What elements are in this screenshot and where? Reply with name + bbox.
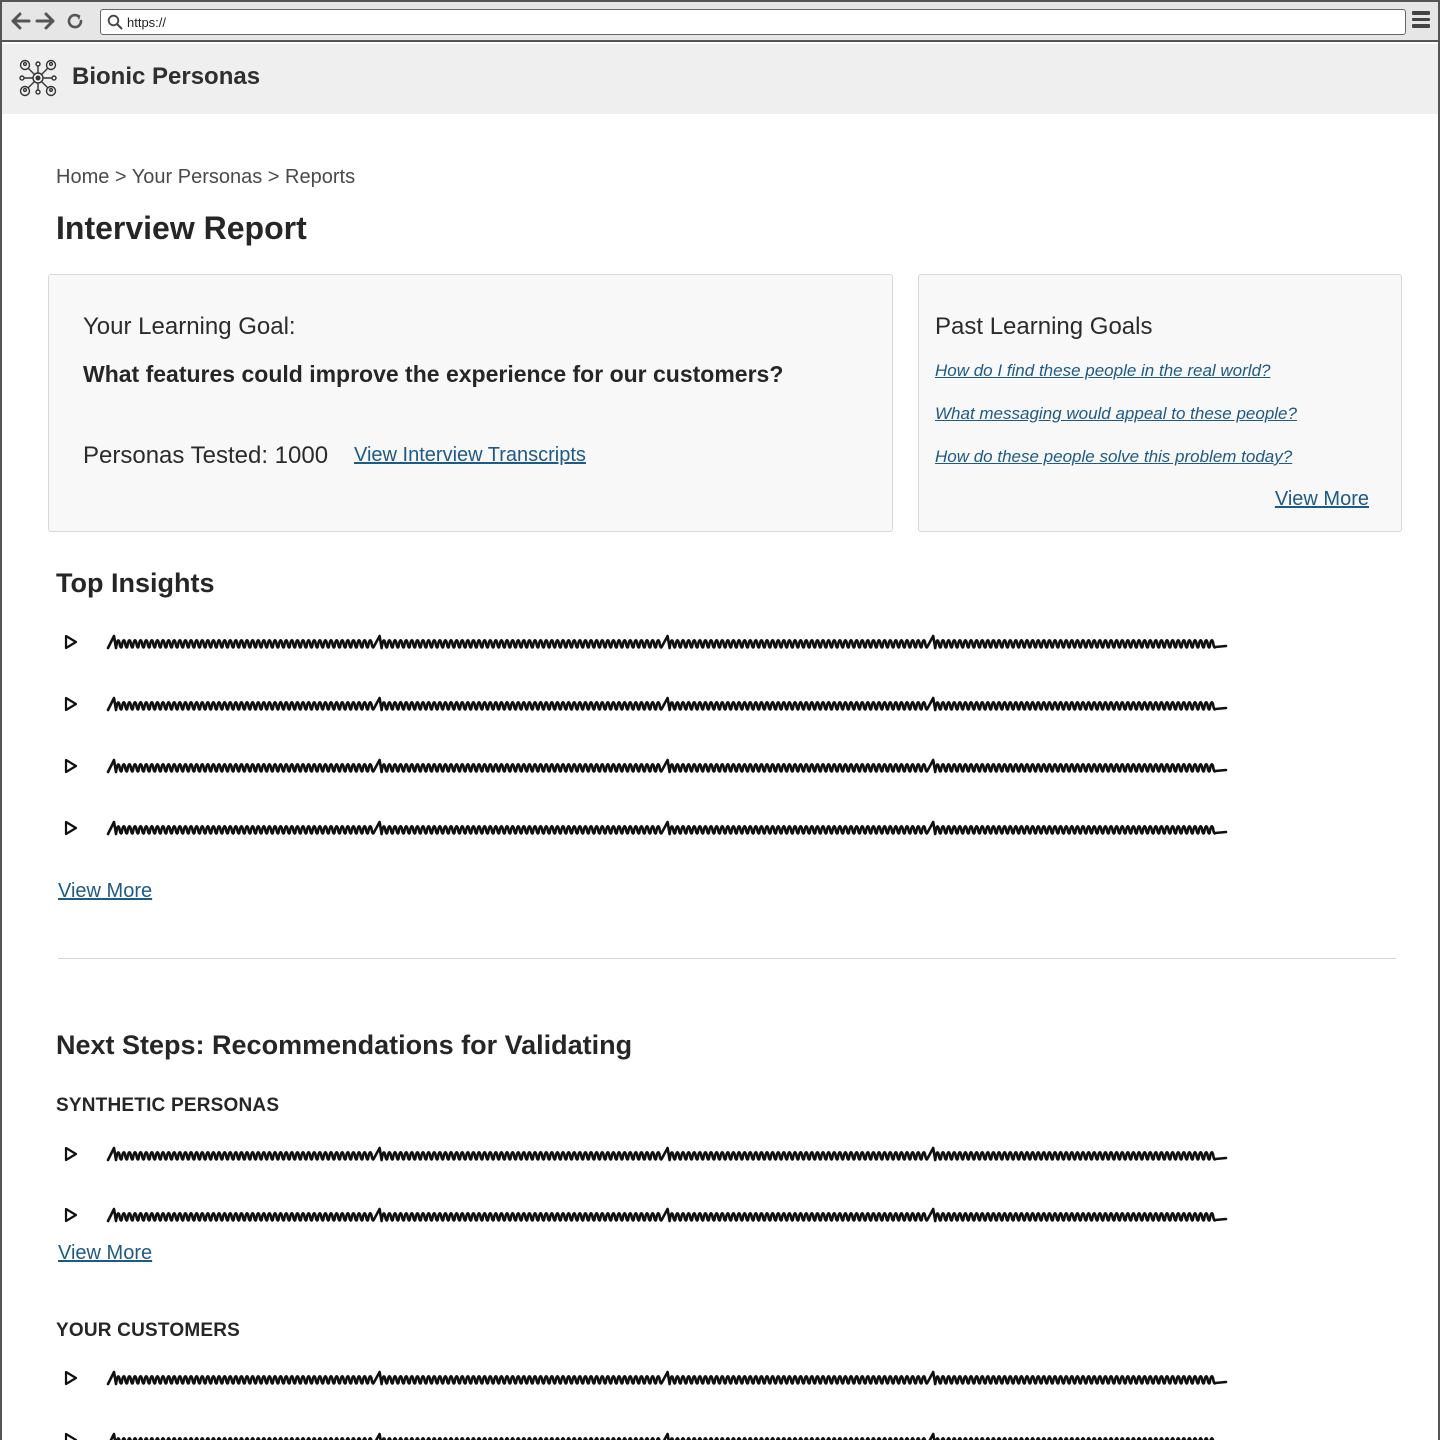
placeholder-text-scribble <box>106 690 1230 718</box>
placeholder-text-scribble <box>106 628 1230 656</box>
breadcrumb[interactable]: Home > Your Personas > Reports <box>56 166 356 188</box>
recommendation-row[interactable] <box>64 1426 1234 1440</box>
network-people-logo-icon[interactable] <box>18 58 58 98</box>
back-arrow-icon[interactable] <box>10 10 32 32</box>
placeholder-text-scribble <box>106 752 1230 780</box>
expand-triangle-icon[interactable] <box>64 1207 78 1223</box>
search-icon <box>107 14 123 35</box>
reload-icon[interactable] <box>64 10 86 32</box>
expand-triangle-icon[interactable] <box>64 634 78 650</box>
past-goals-view-more-link[interactable]: View More <box>1274 488 1369 510</box>
past-goals-title: Past Learning Goals <box>935 313 1153 340</box>
insights-view-more-link[interactable]: View More <box>58 880 153 902</box>
placeholder-text-scribble <box>106 1140 1230 1168</box>
personas-tested-count: Personas Tested: 1000 <box>83 442 329 469</box>
placeholder-text-scribble <box>106 1364 1230 1392</box>
insight-row[interactable] <box>64 690 1234 720</box>
past-goal-link[interactable]: How do these people solve this problem today? <box>935 447 1293 466</box>
recommendation-row[interactable] <box>64 1201 1234 1231</box>
your-customers-heading: YOUR CUSTOMERS <box>56 1320 241 1341</box>
view-transcripts-link[interactable]: View Interview Transcripts <box>354 444 586 466</box>
page-title: Interview Report <box>56 210 307 246</box>
recommendation-row[interactable] <box>64 1364 1234 1394</box>
synthetic-personas-heading: SYNTHETIC PERSONAS <box>56 1095 280 1116</box>
hamburger-menu-icon[interactable] <box>1412 11 1430 31</box>
recommendation-row[interactable] <box>64 1140 1234 1170</box>
url-text: https:// <box>127 15 167 30</box>
learning-goal-label: Your Learning Goal: <box>83 313 296 340</box>
forward-arrow-icon[interactable] <box>34 10 56 32</box>
expand-triangle-icon[interactable] <box>64 1370 78 1386</box>
expand-triangle-icon[interactable] <box>64 1146 78 1162</box>
synthetic-view-more-link[interactable]: View More <box>58 1242 153 1264</box>
section-divider <box>58 958 1396 959</box>
expand-triangle-icon[interactable] <box>64 758 78 774</box>
past-learning-goals-card <box>918 274 1402 532</box>
learning-goal-card <box>48 274 893 532</box>
placeholder-text-scribble <box>106 1201 1230 1229</box>
past-goal-link[interactable]: How do I find these people in the real world? <box>935 361 1271 380</box>
expand-triangle-icon[interactable] <box>64 820 78 836</box>
address-bar[interactable] <box>100 9 1406 35</box>
insight-row[interactable] <box>64 814 1234 844</box>
insight-row[interactable] <box>64 628 1234 658</box>
insight-row[interactable] <box>64 752 1234 782</box>
expand-triangle-icon[interactable] <box>64 696 78 712</box>
past-goal-link[interactable]: What messaging would appeal to these people? <box>935 404 1297 423</box>
browser-toolbar <box>2 2 1438 42</box>
top-insights-title: Top Insights <box>56 568 215 598</box>
placeholder-text-scribble <box>106 814 1230 842</box>
app-header <box>2 44 1438 114</box>
placeholder-text-scribble <box>106 1426 1230 1440</box>
next-steps-title: Next Steps: Recommendations for Validating <box>56 1030 633 1060</box>
app-name[interactable]: Bionic Personas <box>72 63 261 90</box>
learning-goal-question: What features could improve the experience for our customers? <box>83 361 784 387</box>
expand-triangle-icon[interactable] <box>64 1432 78 1440</box>
